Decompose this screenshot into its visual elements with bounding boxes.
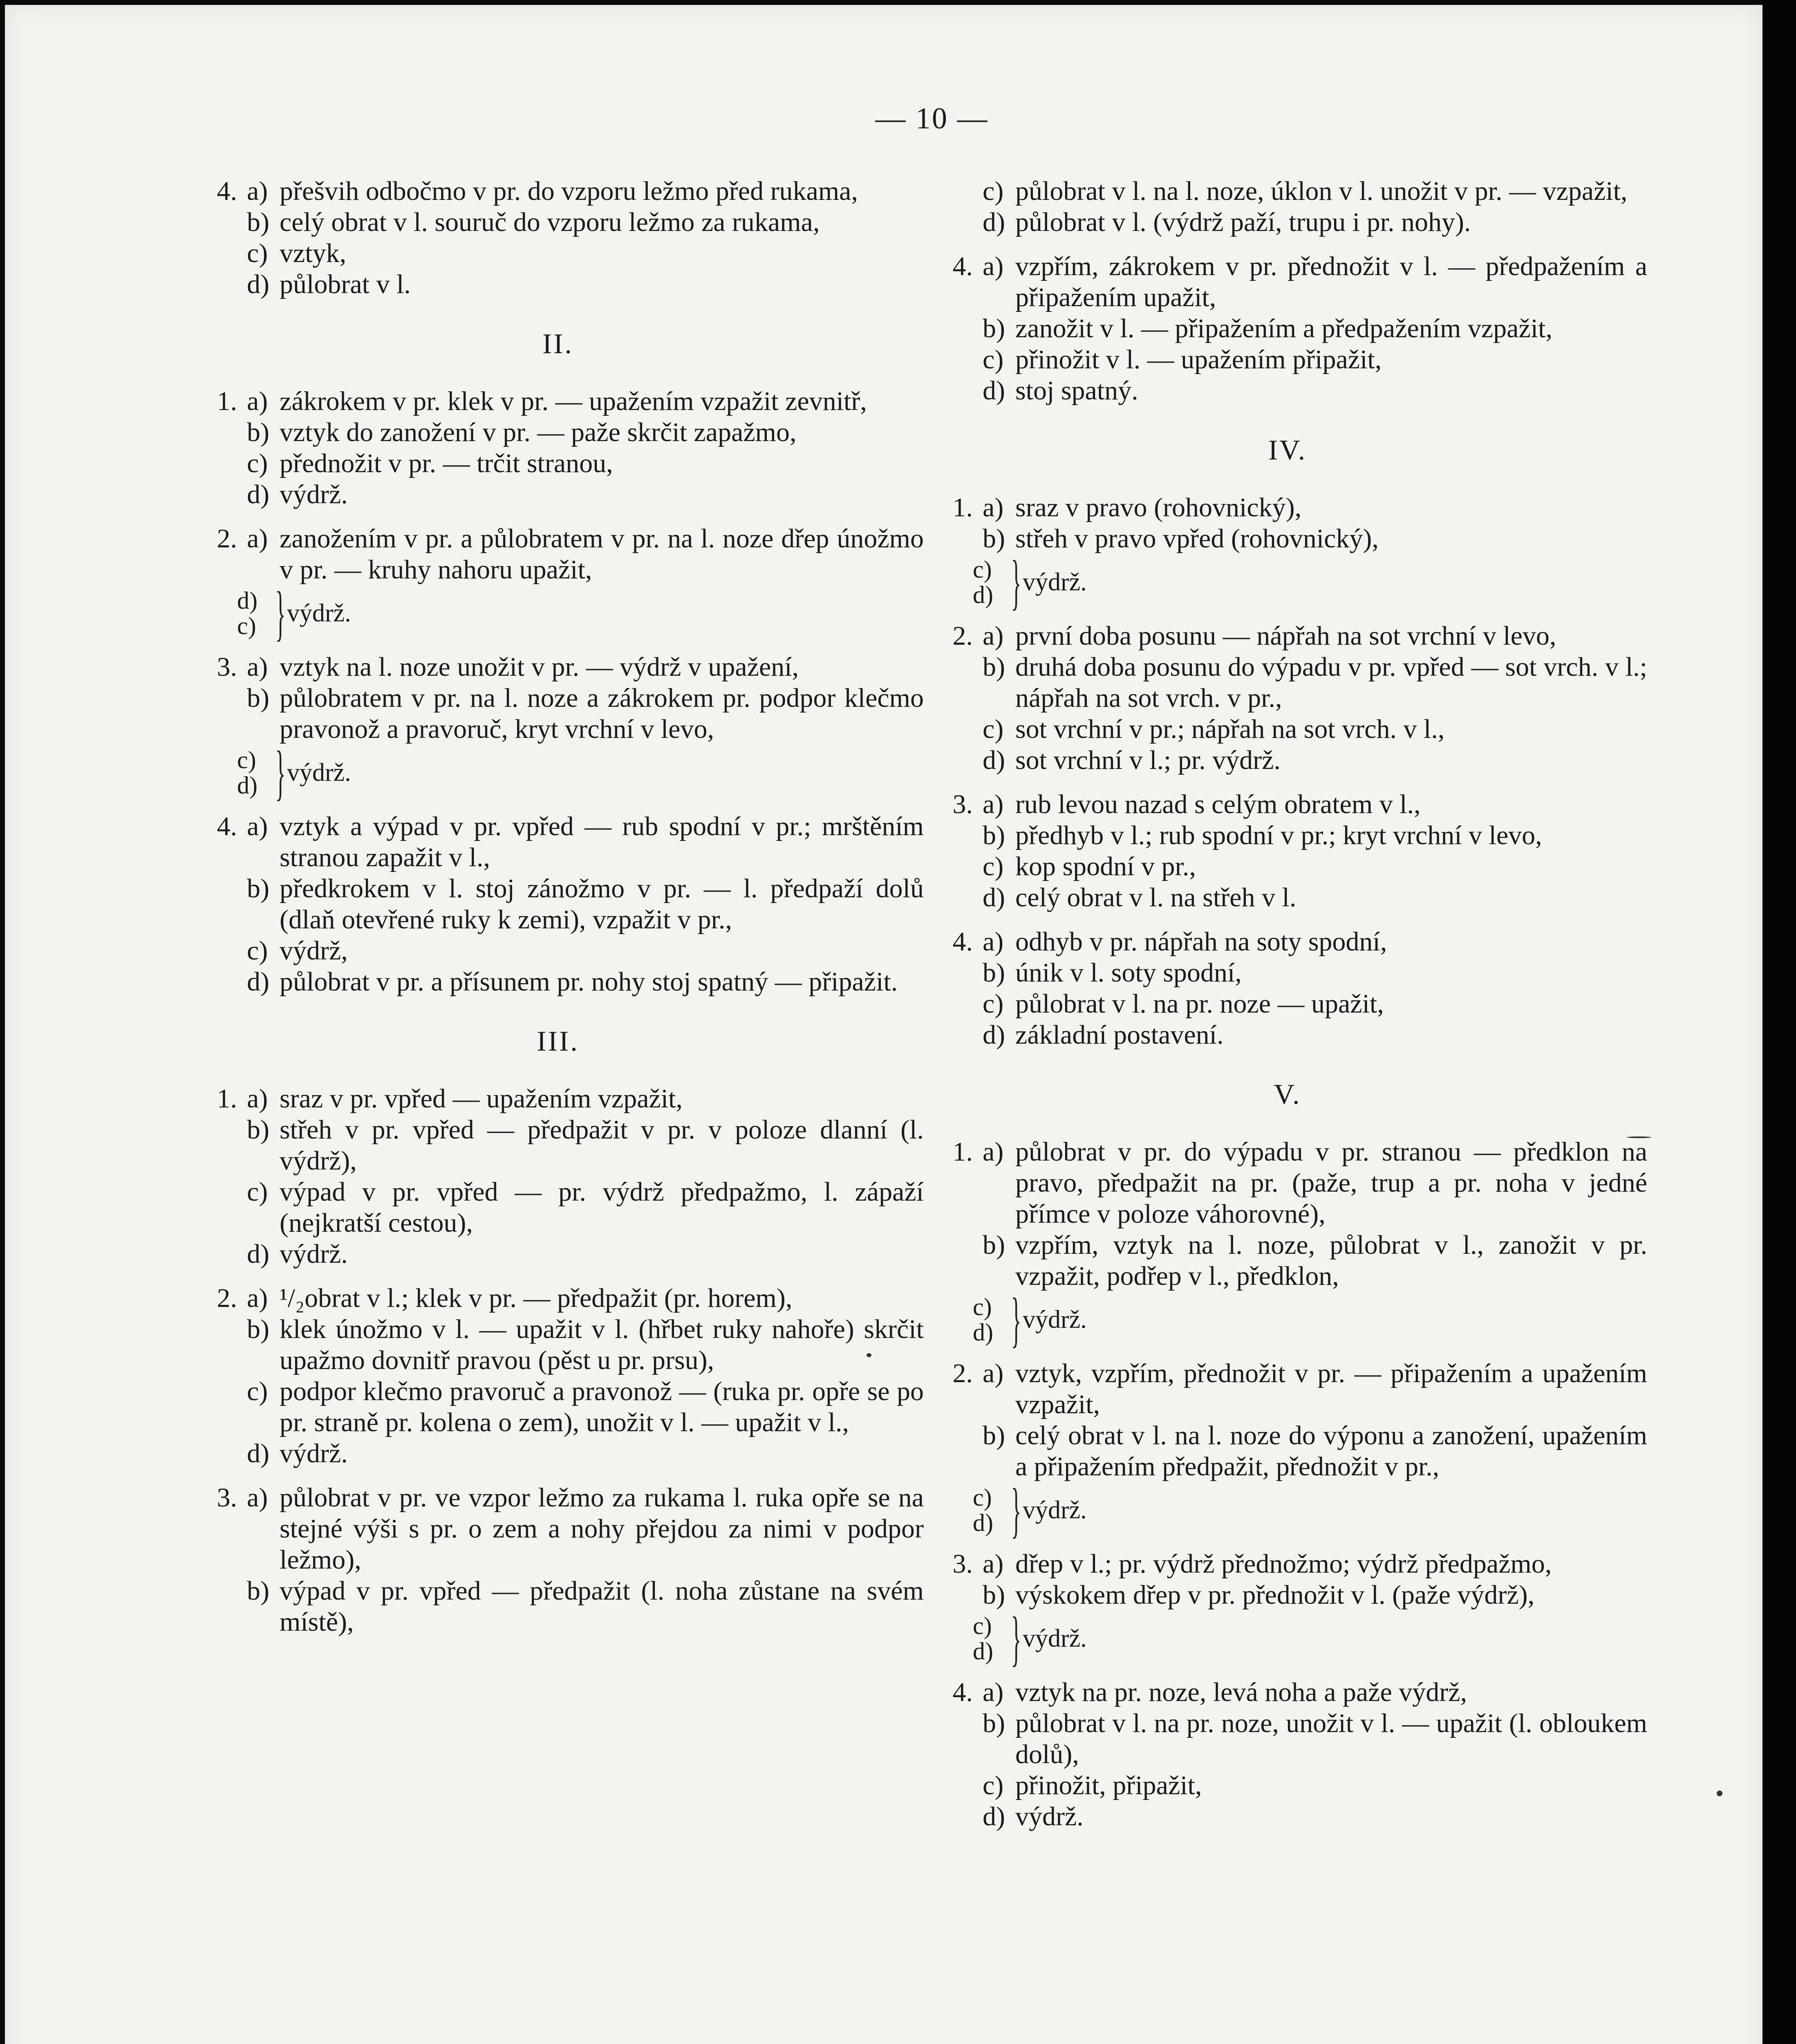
exercise-item: [192, 1314, 924, 1376]
exercise: [192, 811, 924, 997]
exercise-item: [928, 523, 1647, 554]
item-letter: b): [983, 314, 1005, 343]
item-text: střeh v pr. vpřed — předpažit v pr. v poloze dlanní (l. výdrž),: [280, 1115, 924, 1176]
item-letter: c): [983, 345, 1004, 374]
brace-symbol: }: [1011, 548, 1021, 616]
item-letter: a): [983, 493, 1004, 522]
item-text: půlobrat v pr. ve vzpor ležmo za rukama l. ruka opře se na stejné výši s pr. o zem a nohy přejdou za nimi v podpor ležmo),: [280, 1483, 924, 1575]
exercise-item: [192, 1239, 924, 1270]
exercise-number: [192, 417, 247, 448]
brace-group: [192, 739, 924, 807]
item-letter: d): [247, 269, 269, 299]
exercise-number: [192, 1177, 247, 1239]
item-letter: a): [983, 251, 1004, 281]
exercise-number: 3.: [952, 789, 973, 819]
exercise: [928, 789, 1647, 913]
exercise-number: [928, 1801, 983, 1832]
exercise-item: [192, 873, 924, 935]
item-text: předhyb v l.; rub spodní v pr.; kryt vrchní v levo,: [1015, 820, 1542, 850]
exercise-item: [192, 966, 924, 997]
brace-group: [928, 1605, 1647, 1672]
item-text: první doba posunu — nápřah na sot vrchní v levo,: [1015, 621, 1556, 651]
item-letter: d): [973, 1319, 993, 1346]
item-text: výdrž,: [280, 936, 348, 966]
item-letter: c): [983, 714, 1004, 744]
exercise-item: [928, 1358, 1647, 1420]
exercise-item: [928, 652, 1647, 714]
exercise-number: [192, 448, 247, 479]
exercise-item: [192, 176, 924, 207]
item-letter: c): [247, 1376, 268, 1406]
exercise-item: [192, 386, 924, 417]
item-text: vzpřím, zákrokem v pr. přednožit v l. — předpažením a připažením upažit,: [1015, 251, 1647, 312]
exercise-item: [192, 1177, 924, 1239]
exercise-item: [192, 1114, 924, 1177]
exercise-item: [928, 375, 1647, 406]
brace-text: výdrž.: [1023, 1625, 1087, 1652]
item-letter: d): [983, 883, 1005, 912]
exercise-item: [192, 207, 924, 238]
item-text: sot vrchní v pr.; nápřah na sot vrch. v l.,: [1015, 714, 1445, 744]
exercise-number: [928, 1020, 983, 1051]
item-text: přinožit v l. — upažením připažit,: [1015, 345, 1382, 374]
exercise-number: [192, 207, 247, 238]
exercise-number: [192, 1576, 247, 1638]
item-letter: b): [983, 524, 1005, 554]
item-letter: a): [247, 1283, 268, 1313]
exercise: [928, 621, 1647, 776]
exercise-number: [192, 479, 247, 510]
exercise-item: [928, 851, 1647, 882]
exercise-number: [928, 988, 983, 1020]
exercise-number: [928, 745, 983, 776]
exercise-item: [192, 935, 924, 966]
scan-speck: [1717, 1791, 1722, 1796]
exercise-number: [928, 714, 983, 745]
exercise-item: [928, 207, 1647, 238]
exercise-number: 2.: [217, 1283, 237, 1313]
exercise-number: 4.: [952, 927, 973, 957]
exercise-number: [928, 344, 983, 375]
exercise: [928, 926, 1647, 1051]
item-letter: d): [983, 376, 1005, 406]
item-text: dřep v l.; pr. výdrž přednožmo; výdrž předpažmo,: [1015, 1549, 1552, 1579]
left-column: [192, 176, 924, 1651]
item-text: klek únožmo v l. — upažit v l. (hřbet ruky nahoře) skrčit upažmo dovnitř pravou (pěst u pr. prsu),: [280, 1314, 924, 1375]
item-text: přednožit v pr. — trčit stranou,: [280, 448, 613, 478]
exercise-item: [928, 957, 1647, 988]
exercise: [928, 1549, 1647, 1672]
item-text: celý obrat v l. na střeh v l.: [1015, 883, 1297, 912]
exercise-number: 2.: [217, 524, 237, 554]
brace-text: výdrž.: [287, 759, 351, 787]
exercise-item: [192, 1576, 924, 1638]
item-text: půlobratem v pr. na l. noze a zákrokem pr. podpor klečmo pravonož a pravoruč, kryt vrchní v levo,: [280, 683, 924, 744]
exercise-number: [928, 1420, 983, 1482]
item-letter: b): [247, 207, 269, 237]
exercise-number: [192, 683, 247, 745]
item-text: stoj spatný.: [1015, 376, 1138, 406]
item-letter: c): [973, 1612, 992, 1639]
item-text: celý obrat v l. na l. noze do výponu a zanožení, upažením a připažením předpažit, přednožit v pr.,: [1015, 1421, 1647, 1481]
exercise-number: [192, 966, 247, 997]
brace-symbol: }: [275, 739, 286, 807]
item-letter: d): [247, 1239, 269, 1269]
exercise-item: [928, 1549, 1647, 1580]
exercise-item: [928, 1230, 1647, 1292]
item-text: výskokem dřep v pr. přednožit v l. (paže výdrž),: [1015, 1580, 1535, 1610]
exercise-number: [928, 313, 983, 344]
item-text: výdrž.: [1015, 1802, 1084, 1831]
exercise-item: [928, 1708, 1647, 1770]
right-column: [928, 176, 1647, 1845]
item-letter: b): [983, 820, 1005, 850]
exercise-item: [928, 1677, 1647, 1708]
exercise: [928, 251, 1647, 406]
exercise-number: 3.: [952, 1549, 973, 1579]
exercise: [192, 1083, 924, 1270]
item-text: vztyk do zanožení v pr. — paže skrčit zapažmo,: [280, 417, 797, 447]
section-heading: V.: [1274, 1079, 1301, 1110]
item-letter: c): [973, 556, 992, 583]
item-letter: a): [983, 1137, 1004, 1167]
item-text: sot vrchní v l.; pr. výdrž.: [1015, 745, 1281, 775]
exercise-item: [192, 1438, 924, 1469]
section-heading: III.: [537, 1026, 579, 1057]
item-letter: a): [247, 811, 268, 841]
exercise-number: [928, 882, 983, 913]
item-text: střeh v pravo vpřed (rohovnický),: [1015, 524, 1379, 554]
item-text: půlobrat v l. na pr. noze, unožit v l. — upažit (l. obloukem dolů),: [1015, 1708, 1647, 1769]
exercise: [192, 176, 924, 300]
exercise-number: [928, 523, 983, 554]
exercise-item: [928, 714, 1647, 745]
item-letter: c): [983, 1771, 1004, 1800]
exercise-item: [192, 1376, 924, 1438]
item-letter: d): [237, 772, 258, 799]
exercise-number: 4.: [952, 251, 973, 281]
item-letter: b): [983, 958, 1005, 988]
brace-group: [928, 548, 1647, 616]
exercise-item: [192, 269, 924, 300]
section-heading: IV.: [1268, 435, 1307, 466]
item-text: druhá doba posunu do výpadu v pr. vpřed — sot vrch. v l.; nápřah na sot vrch. v pr.,: [1015, 652, 1647, 713]
item-letter: c): [983, 176, 1004, 206]
exercise-number: 3.: [217, 1483, 237, 1513]
item-text: zanožením v pr. a půlobratem v pr. na l. noze dřep únožmo v pr. — kruhy nahoru upažit,: [280, 524, 924, 585]
item-text: odhyb v pr. nápřah na soty spodní,: [1015, 927, 1387, 957]
item-text: podpor klečmo pravoruč a pravonož — (ruka pr. opře se po pr. straně pr. kolena o zem), unožit v l. — upažit v l.,: [280, 1376, 924, 1437]
exercise-item: [928, 1136, 1647, 1230]
item-text: vztyk, vzpřím, přednožit v pr. — připažením a upažením vzpažit,: [1015, 1358, 1647, 1419]
exercise-number: [192, 935, 247, 966]
exercise-item: [928, 1580, 1647, 1611]
exercise-number: 4.: [217, 811, 237, 841]
exercise: [928, 1358, 1647, 1544]
brace-text: výdrž.: [287, 599, 351, 627]
exercise-number: [192, 1438, 247, 1469]
item-letter: a): [247, 652, 268, 682]
exercise: [928, 1136, 1647, 1354]
item-letter: c): [973, 1293, 992, 1320]
item-text: základní postavení.: [1015, 1020, 1224, 1050]
item-text: vztyk a výpad v pr. vpřed — rub spodní v pr.; mrštěním stranou zapažit v l.,: [280, 811, 924, 872]
brace-symbol: }: [1011, 1286, 1021, 1354]
exercise-number: [192, 238, 247, 269]
exercise-number: [928, 375, 983, 406]
item-text: vztyk na pr. noze, levá noha a paže výdrž,: [1015, 1677, 1467, 1707]
exercise-item: [928, 1020, 1647, 1051]
item-text: půlobrat v l.: [280, 269, 411, 299]
item-letter: a): [247, 1084, 268, 1114]
exercise-number: 1.: [952, 1137, 973, 1167]
item-letter: c): [983, 852, 1004, 881]
exercise-number: [928, 176, 983, 207]
exercise: [928, 492, 1647, 616]
item-letter: b): [983, 1230, 1005, 1260]
section-heading: II.: [542, 328, 574, 360]
item-letter: a): [983, 1549, 1004, 1579]
item-letter: c): [247, 1177, 268, 1207]
item-text: ¹/₂obrat v l.; klek v pr. — předpažit (pr. horem),: [280, 1283, 793, 1313]
brace-symbol: }: [1011, 1605, 1021, 1672]
exercise-item: [928, 926, 1647, 957]
item-text: vzpřím, vztyk na l. noze, půlobrat v l., zanožit v pr. vzpažit, podřep v l., předklon,: [1015, 1230, 1647, 1291]
item-text: vztyk,: [280, 238, 347, 268]
exercise-item: [928, 988, 1647, 1020]
exercise-item: [928, 745, 1647, 776]
exercise-item: [192, 683, 924, 745]
item-letter: a): [983, 621, 1004, 651]
brace-group: [928, 1286, 1647, 1354]
item-text: výdrž.: [280, 1239, 348, 1269]
exercise-number: 4.: [217, 176, 237, 206]
item-text: přešvih odbočmo v pr. do vzporu ležmo před rukama,: [280, 176, 858, 206]
exercise: [192, 1482, 924, 1638]
exercise-item: [928, 1420, 1647, 1482]
item-letter: d): [983, 745, 1005, 775]
exercise-number: 2.: [952, 1358, 973, 1388]
item-text: kop spodní v pr.,: [1015, 852, 1196, 881]
item-text: vztyk na l. noze unožit v pr. — výdrž v upažení,: [280, 652, 799, 682]
exercise-number: 4.: [952, 1677, 973, 1707]
item-letter: c): [973, 1484, 992, 1511]
exercise-number: 1.: [217, 1084, 237, 1114]
exercise-item: [928, 1801, 1647, 1832]
item-text: půlobrat v pr. do výpadu v pr. stranou — předklon na pravo, předpažit na pr. (paže, trup a pr. noha v jedné přímce v poloze váhorovné),: [1015, 1137, 1647, 1229]
item-text: půlobrat v pr. a přísunem pr. nohy stoj spatný — připažit.: [280, 967, 898, 997]
exercise-item: [928, 251, 1647, 313]
item-letter: b): [247, 874, 269, 903]
exercise: [192, 1283, 924, 1469]
exercise-item: [928, 882, 1647, 913]
exercise-number: [192, 873, 247, 935]
exercise-item: [928, 344, 1647, 375]
exercise-number: [928, 820, 983, 851]
exercise-number: [928, 1770, 983, 1801]
brace-text: výdrž.: [1023, 568, 1087, 596]
item-letter: b): [247, 1314, 269, 1344]
item-text: výpad v pr. vpřed — předpažit (l. noha zůstane na svém místě),: [280, 1576, 924, 1637]
item-text: rub levou nazad s celým obratem v l.,: [1015, 789, 1421, 819]
item-letter: a): [247, 386, 268, 416]
item-letter: d): [247, 967, 269, 997]
item-letter: b): [983, 1421, 1005, 1450]
exercise-item: [928, 313, 1647, 344]
brace-group: [928, 1476, 1647, 1544]
exercise-number: [928, 1708, 983, 1770]
item-text: zanožit v l. — připažením a předpažením vzpažit,: [1015, 314, 1552, 343]
item-letter: b): [983, 1580, 1005, 1610]
item-letter: d): [237, 587, 258, 614]
item-letter: d): [973, 581, 993, 608]
item-text: půlobrat v l. na pr. noze — upažit,: [1015, 989, 1384, 1019]
item-text: výdrž.: [280, 1439, 348, 1468]
exercise-item: [928, 176, 1647, 207]
exercise: [192, 386, 924, 510]
brace-symbol: }: [275, 579, 286, 647]
item-text: celý obrat v l. souruč do vzporu ležmo za rukama,: [280, 207, 820, 237]
item-letter: a): [983, 1677, 1004, 1707]
exercise-number: [928, 957, 983, 988]
item-letter: c): [237, 612, 256, 639]
exercise-item: [192, 479, 924, 510]
exercise: [192, 523, 924, 647]
exercise-number: [928, 1230, 983, 1292]
exercise-number: [928, 207, 983, 238]
item-letter: c): [247, 448, 268, 478]
item-letter: a): [247, 524, 268, 554]
item-text: sraz v pr. vpřed — upažením vzpažit,: [280, 1084, 683, 1114]
exercise-number: [192, 1114, 247, 1177]
item-text: výpad v pr. vpřed — pr. výdrž předpažmo, l. zápaží (nejkratší cestou),: [280, 1177, 924, 1238]
item-text: půlobrat v l. na l. noze, úklon v l. unožit v pr. — vzpažit,: [1015, 176, 1628, 206]
page-number: — 10 —: [875, 102, 989, 135]
item-letter: d): [247, 1439, 269, 1468]
exercise-number: 1.: [952, 493, 973, 522]
item-letter: c): [983, 989, 1004, 1019]
item-letter: c): [247, 936, 268, 966]
item-letter: d): [983, 207, 1005, 237]
item-letter: d): [973, 1509, 993, 1536]
exercise-item: [928, 492, 1647, 523]
item-text: únik v l. soty spodní,: [1015, 958, 1242, 988]
item-letter: b): [983, 1708, 1005, 1738]
item-text: zákrokem v pr. klek v pr. — upažením vzpažit zevnitř,: [280, 386, 867, 416]
exercise-item: [192, 238, 924, 269]
brace-text: výdrž.: [1023, 1496, 1087, 1524]
item-text: půlobrat v l. (výdrž paží, trupu i pr. nohy).: [1015, 207, 1471, 237]
item-letter: d): [973, 1638, 993, 1665]
exercise-item: [192, 1482, 924, 1576]
item-text: výdrž.: [280, 480, 348, 509]
brace-symbol: }: [1011, 1476, 1021, 1544]
item-letter: a): [983, 1358, 1004, 1388]
exercise-number: [192, 1314, 247, 1376]
exercise: [928, 1677, 1647, 1832]
exercise-number: [928, 851, 983, 882]
item-text: předkrokem v l. stoj zánožmo v pr. — l. předpaží dolů (dlaň otevřené ruky k zemi), vzpažit v pr.,: [280, 874, 924, 935]
exercise-item: [192, 417, 924, 448]
item-letter: d): [983, 1020, 1005, 1050]
exercise-item: [928, 789, 1647, 820]
exercise-item: [192, 1283, 924, 1314]
item-letter: d): [983, 1802, 1005, 1831]
exercise-number: [928, 1580, 983, 1611]
exercise-item: [192, 811, 924, 873]
exercise-item: [192, 523, 924, 585]
exercise-number: 3.: [217, 652, 237, 682]
exercise: [928, 176, 1647, 238]
brace-group: [192, 579, 924, 647]
item-letter: c): [237, 746, 256, 773]
exercise-item: [192, 652, 924, 683]
exercise-item: [928, 820, 1647, 851]
exercise-number: [192, 1239, 247, 1270]
exercise-number: 1.: [217, 386, 237, 416]
brace-text: výdrž.: [1023, 1306, 1087, 1334]
item-letter: a): [247, 176, 268, 206]
scan-edge: [1762, 0, 1796, 2044]
exercise-number: [192, 269, 247, 300]
exercise-number: 2.: [952, 621, 973, 651]
exercise-item: [192, 1083, 924, 1114]
item-letter: a): [247, 1483, 268, 1513]
item-letter: d): [247, 480, 269, 509]
item-letter: a): [983, 789, 1004, 819]
exercise-item: [928, 621, 1647, 652]
item-letter: c): [247, 238, 268, 268]
item-text: přinožit, připažit,: [1015, 1771, 1202, 1800]
item-letter: b): [247, 1115, 269, 1145]
exercise: [192, 652, 924, 807]
item-letter: b): [983, 652, 1005, 682]
item-letter: b): [247, 1576, 269, 1606]
exercise-item: [928, 1770, 1647, 1801]
item-letter: b): [247, 683, 269, 713]
item-text: sraz v pravo (rohovnický),: [1015, 493, 1302, 522]
exercise-item: [192, 448, 924, 479]
exercise-number: [192, 1376, 247, 1438]
exercise-number: [928, 652, 983, 714]
item-letter: a): [983, 927, 1004, 957]
item-letter: b): [247, 417, 269, 447]
